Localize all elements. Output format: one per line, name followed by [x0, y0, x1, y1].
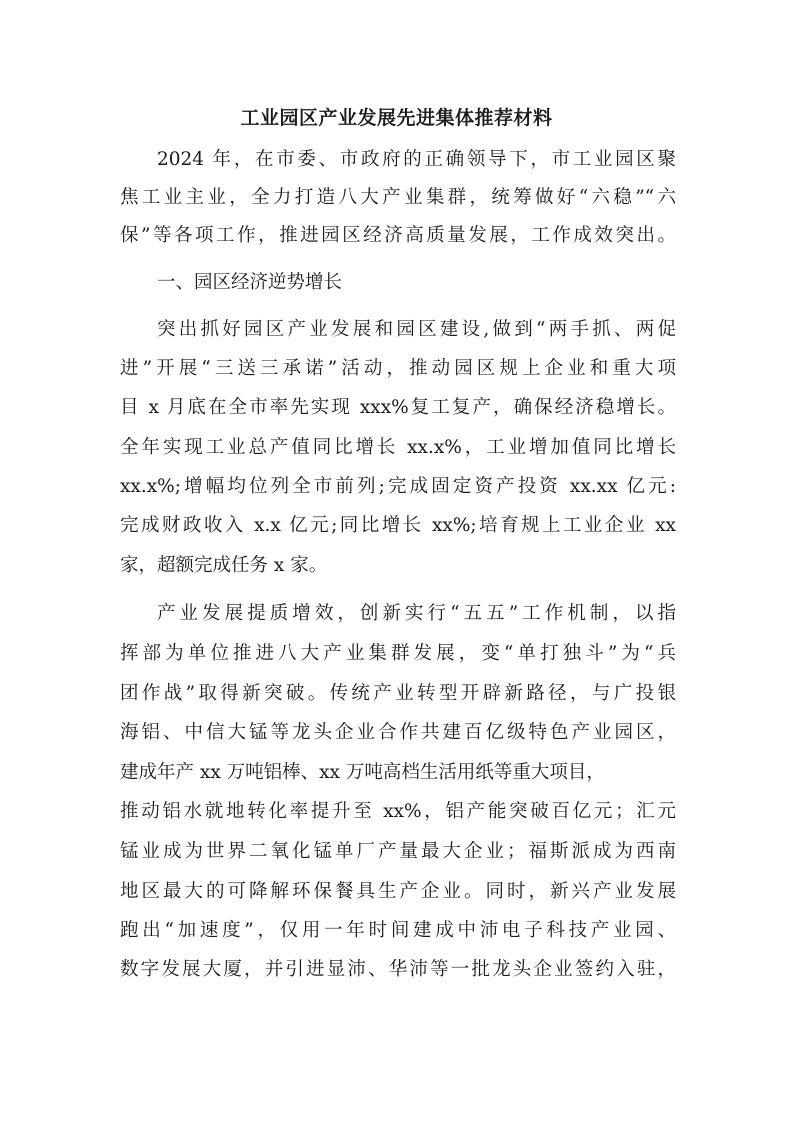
paragraph-line: 数字发展大厦，并引进显沛、华沛等一批龙头企业签约入驻，	[120, 959, 676, 980]
paragraph-line: 海铝、中信大锰等龙头企业合作共建百亿级特色产业园区，	[120, 722, 676, 743]
document-title: 工业园区产业发展先进集体推荐材料	[240, 107, 553, 129]
paragraph-line: 保”等各项工作，推进园区经济高质量发展，工作成效突出。	[120, 225, 676, 246]
paragraph-line: 焦工业主业，全力打造八大产业集群，统筹做好“六稳”“六	[120, 187, 676, 208]
paragraph-line: 进”开展“三送三承诺”活动，推动园区规上企业和重大项	[120, 358, 676, 379]
paragraph-line: 挥部为单位推进八大产业集群发展，变“单打独斗”为“兵	[120, 643, 676, 664]
paragraph-line: 突出抓好园区产业发展和园区建设,做到“两手抓、两促	[157, 319, 676, 340]
paragraph-line: 推动铝水就地转化率提升至 xx%，铝产能突破百亿元；汇元	[120, 801, 676, 822]
paragraph-line: xx.x%;增幅均位列全市前列;完成固定资产投资 xx.xx 亿元:	[120, 476, 676, 497]
paragraph-line: 地区最大的可降解环保餐具生产企业。同时，新兴产业发展	[120, 881, 676, 902]
paragraph-line: 全年实现工业总产值同比增长 xx.x%，工业增加值同比增长	[120, 437, 676, 458]
paragraph-line: 2024 年，在市委、市政府的正确领导下，市工业园区聚	[157, 149, 676, 170]
section-heading: 一、园区经济逆势增长	[157, 272, 343, 293]
paragraph-line: 家，超额完成任务 x 家。	[120, 555, 328, 576]
paragraph-line: 团作战”取得新突破。传统产业转型开辟新路径，与广投银	[120, 683, 676, 704]
paragraph-line: 目 x 月底在全市率先实现 xxx%复工复产，确保经济稳增长。	[120, 397, 676, 418]
paragraph-line: 跑出“加速度”，仅用一年时间建成中沛电子科技产业园、	[120, 920, 676, 941]
paragraph-line: 锰业成为世界二氧化锰单厂产量最大企业；福斯派成为西南	[120, 841, 676, 862]
paragraph-line: 产业发展提质增效，创新实行“五五”工作机制，以指	[157, 603, 676, 624]
paragraph-line: 完成财政收入 x.x 亿元;同比增长 xx%;培育规上工业企业 xx	[120, 515, 676, 536]
paragraph-line: 建成年产 xx 万吨铝棒、xx 万吨高档生活用纸等重大项目，	[120, 762, 605, 783]
